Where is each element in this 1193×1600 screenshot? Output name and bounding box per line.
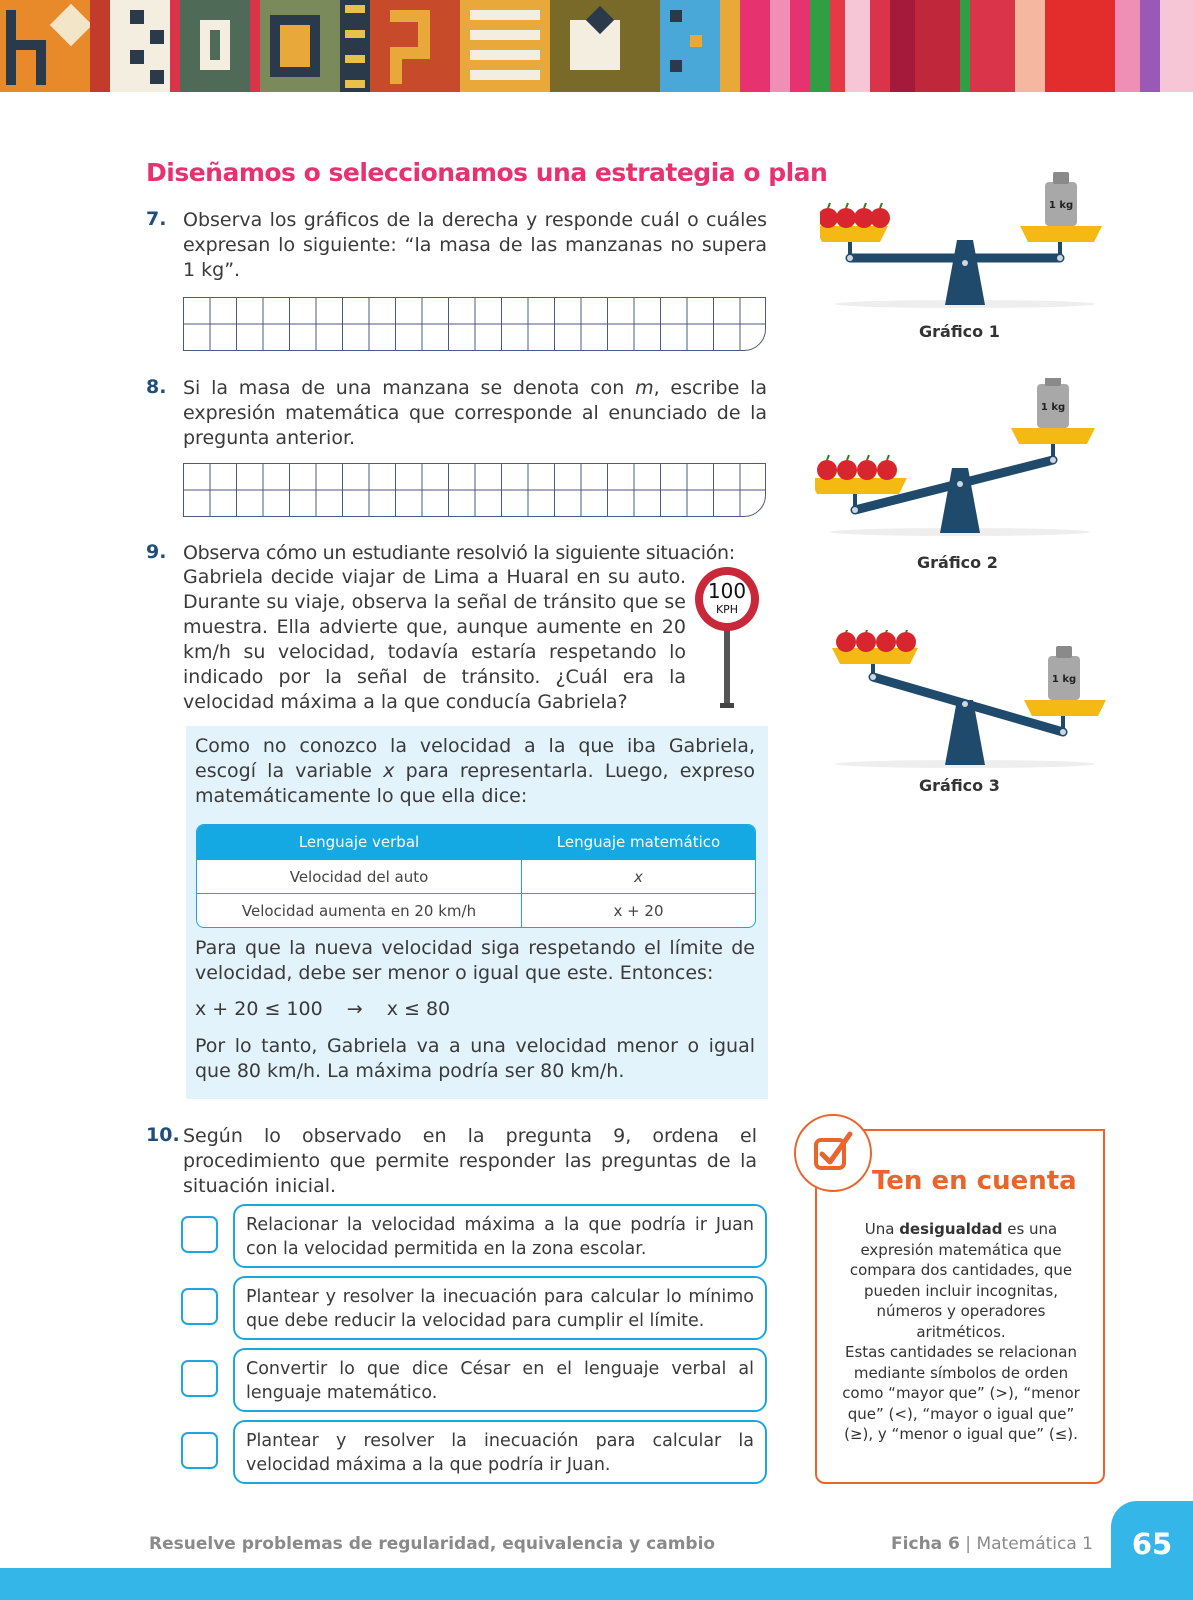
q8-variable: m [635,377,654,399]
question-9-number: 9. [146,541,167,563]
answer-grid-7[interactable] [183,297,766,351]
question-8-text [183,376,767,451]
question-8-number: 8. [146,376,167,398]
option-box-1: Relacionar la velocidad máxima a la que podría ir Juan con la velocidad permitida en la zona escolar. [233,1204,767,1268]
solution-intro [195,734,755,809]
language-table [196,824,756,928]
table-row [197,893,755,927]
option-box-3: Convertir lo que dice César en el lenguaje verbal al lenguaje matemático. [233,1348,767,1412]
tip-text-2: Estas cantidades se relacionan mediante símbolos de orden como “mayor que” (>), “menor que” (<), “mayor o igual que” (≥), y “menor o igual que” (≤). [842,1343,1080,1443]
tip-bold-term: desigualdad [899,1220,1003,1238]
checklist-icon [794,1114,872,1192]
balance-graphic-2 [815,378,1105,538]
question-9-text: Gabriela decide viajar de Lima a Huaral en su auto. Durante su viaje, observa la señal de tránsito que se muestra. Ella advierte que, aunque aumente en 20 km/h su velocidad, todavía estaría respetando lo indicado por la señal de tránsito. ¿Cuál era la velocidad máxima a la que conducía Gabriela? [183,566,686,713]
question-7-text: Observa los gráficos de la derecha y responde cuál o cuáles expresan lo siguiente: “la masa de las manzanas no supera 1 kg”. [183,209,767,281]
decorative-banner [0,0,1193,92]
tip-text-after: es una expresión matemática que compara dos cantidades, que pueden incluir incognitas, números y operadores aritméticos. [849,1220,1073,1341]
table-row [197,859,755,893]
balance-graphic-3 [820,630,1110,770]
solution-paragraph-2: Para que la nueva velocidad siga respetando el límite de velocidad, debe ser menor o igual que este. Entonces: [195,937,755,984]
solution-box [186,726,768,1099]
sign-unit: KPH [715,603,739,616]
q8-text-before: Si la masa de una manzana se denota con [183,377,636,399]
arrow-icon: → [346,998,363,1020]
textile-pattern-image [0,0,1193,92]
order-checkbox-3[interactable] [181,1360,218,1397]
tip-text [833,1219,1089,1445]
tip-title: Ten en cuenta [872,1166,1077,1196]
table-header-row [197,825,755,859]
tip-text-before: Una [864,1220,900,1238]
footer-ficha [891,1534,1093,1554]
question-10-number: 10. [146,1124,180,1146]
weight-label: 1 kg [1051,674,1077,685]
weight-label: 1 kg [1048,200,1074,211]
footer-subject: Matemática 1 [976,1534,1093,1554]
balance-scale-image [820,170,1110,310]
solution-intro-after: para representarla. Luego, expreso matemáticamente lo que ella dice: [195,760,755,807]
table-header: Lenguaje verbal [197,825,522,859]
option-box-2: Plantear y resolver la inecuación para calcular lo mínimo que debe reducir la velocidad para cumplir el límite. [233,1276,767,1340]
footer-bar [0,1568,1193,1600]
footer-ficha-label: Ficha 6 [891,1534,960,1554]
solution-conclusion: Por lo tanto, Gabriela va a una velocidad menor o igual que 80 km/h. La máxima podría ser 80 km/h. [195,1035,755,1082]
inequality-right: x ≤ 80 [386,998,451,1020]
sign-value: 100 [707,579,747,603]
balance-graphic-1 [820,170,1110,310]
table-cell: Velocidad del auto [197,859,522,893]
check-icon [796,1116,870,1190]
table-cell: Velocidad aumenta en 20 km/h [197,893,522,927]
table-cell: x [522,859,755,893]
table-cell: x + 20 [522,893,755,927]
question-10-text: Según lo observado en la pregunta 9, ordena el procedimiento que permite responder las preguntas de la situación inicial. [183,1125,757,1197]
order-checkbox-2[interactable] [181,1288,218,1325]
option-box-4: Plantear y resolver la inecuación para calcular la velocidad máxima a la que podría ir Juan. [233,1420,767,1484]
footer-competency: Resuelve problemas de regularidad, equivalencia y cambio [149,1534,716,1554]
table-header: Lenguaje matemático [522,825,755,859]
weight-label: 1 kg [1040,402,1066,413]
order-checkbox-1[interactable] [181,1216,218,1253]
order-checkbox-4[interactable] [181,1432,218,1469]
speed-limit-sign [693,565,761,710]
question-9-line1: Observa cómo un estudiante resolvió la siguiente situación: [183,542,735,564]
graph-label-1: Gráfico 1 [919,322,1000,341]
section-title: Diseñamos o seleccionamos una estrategia o plan [146,158,828,187]
inequality-line [195,998,450,1020]
solution-intro-var: x [383,760,395,782]
footer-separator: | [959,1534,977,1554]
solution-intro-before: Como no conozco la velocidad a la que iba Gabriela, escogí la variable [195,735,755,782]
answer-grid-8[interactable] [183,463,766,517]
inequality-left: x + 20 ≤ 100 [195,998,323,1020]
page-number: 65 [1131,1527,1173,1561]
q8-text-after: , escribe la expresión matemática que corresponde al enunciado de la pregunta anterior. [183,377,767,449]
question-7-number: 7. [146,208,167,230]
balance-scale-image [820,630,1110,770]
graph-label-3: Gráfico 3 [919,776,1000,795]
graph-label-2: Gráfico 2 [917,553,998,572]
